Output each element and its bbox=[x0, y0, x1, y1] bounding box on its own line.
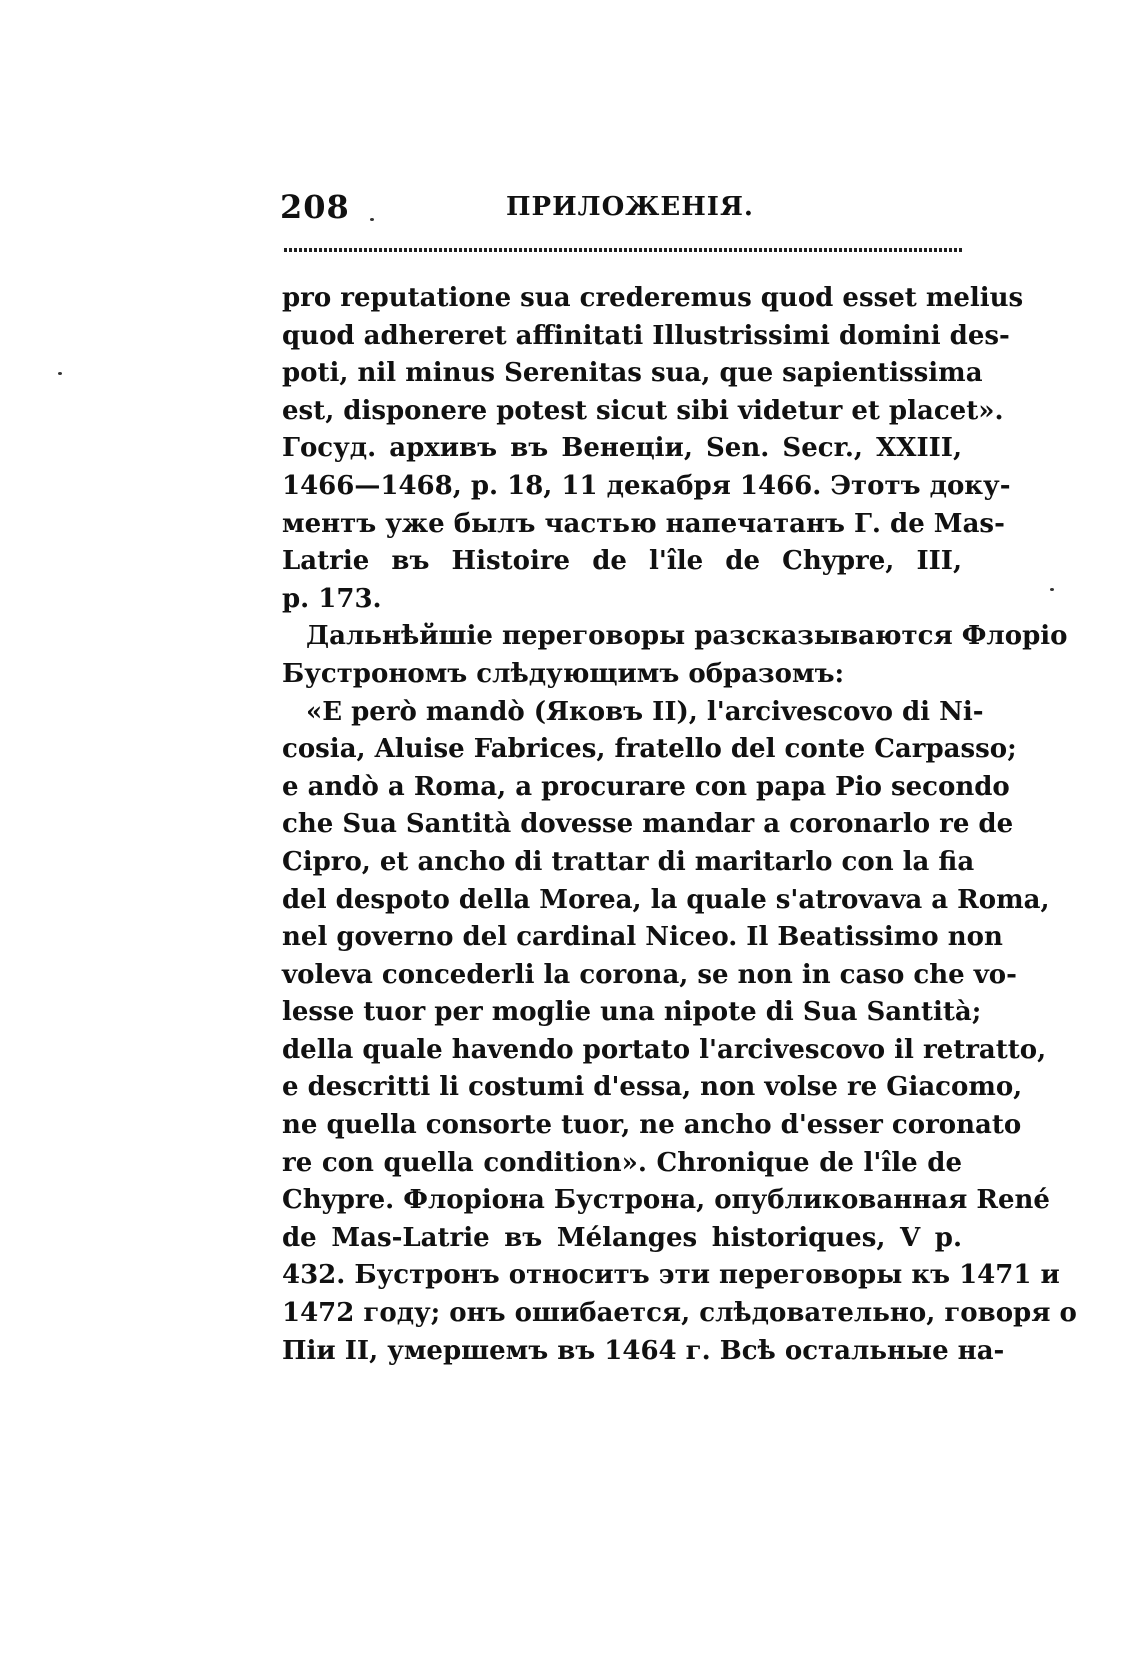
text-line: lesse tuor per moglie una nipote di Sua Santità; bbox=[282, 997, 982, 1028]
text-line: Latrie въ Histoire de l'île de Chypre, III, bbox=[282, 546, 962, 577]
text-line: che Sua Santità dovesse mandar a coronarlo re de bbox=[282, 809, 1014, 840]
body-text bbox=[282, 280, 1077, 1370]
text-line: voleva concederli la corona, se non in caso che vo- bbox=[282, 959, 1017, 990]
text-line: ne quella consorte tuor, ne ancho d'esser coronato bbox=[282, 1110, 1022, 1141]
text-line: ментъ уже былъ частью напечатанъ Г. de Mas- bbox=[282, 508, 1005, 539]
text-line: 1472 году; онъ ошибается, слѣдовательно, говоря о bbox=[282, 1298, 1077, 1329]
text-line: e andò a Roma, a procurare con papa Pio secondo bbox=[282, 771, 1010, 802]
text-line: Cipro, et ancho di trattar di maritarlo con la fia bbox=[282, 846, 975, 877]
header-rule bbox=[284, 248, 962, 252]
text-line: e descritti li costumi d'essa, non volse re Giacomo, bbox=[282, 1072, 1023, 1103]
text-line: poti, nil minus Serenitas sua, que sapientissima bbox=[282, 358, 983, 389]
text-line: Chypre. Флоріона Бустрона, опубликованная René bbox=[282, 1185, 1050, 1216]
text-line: Госуд. архивъ въ Венеціи, Sen. Secr., XXIII, bbox=[282, 433, 962, 464]
page-header bbox=[280, 188, 962, 236]
text-line: nel governo del cardinal Niceo. Il Beatissimo non bbox=[282, 922, 1003, 953]
text-line: pro reputatione sua crederemus quod esset melius bbox=[282, 283, 1024, 313]
text-line: 432. Бустронъ относитъ эти переговоры къ 1471 и bbox=[282, 1260, 1060, 1291]
text-line: Піи II, умершемъ въ 1464 г. Всѣ остальные на- bbox=[282, 1335, 1005, 1366]
text-line: «E però mandò (Яковъ II), l'arcivescovo di Ni- bbox=[306, 696, 984, 727]
text-line: Дальнѣйшіе переговоры разсказываются Флоріо bbox=[306, 621, 1068, 652]
text-line: 1466—1468, p. 18, 11 декабря 1466. Этотъ доку- bbox=[282, 470, 1011, 501]
text-line: del despoto della Morea, la quale s'atrovava a Roma, bbox=[282, 884, 1050, 915]
text-line: re con quella condition». Chronique de l'île de bbox=[282, 1147, 962, 1178]
text-line: est, disponere potest sicut sibi videtur et placet». bbox=[282, 395, 1004, 426]
text-line: p. 173. bbox=[282, 583, 382, 614]
running-title: ПРИЛОЖЕНІЯ. bbox=[506, 192, 754, 222]
text-line: de Mas-Latrie въ Mélanges historiques, V p. bbox=[282, 1222, 962, 1253]
print-speck bbox=[1050, 588, 1054, 591]
text-line: quod adhereret affinitati Illustrissimi domini des- bbox=[282, 320, 1010, 351]
print-speck bbox=[58, 372, 62, 375]
print-speck bbox=[370, 218, 374, 221]
text-line: Бустрономъ слѣдующимъ образомъ: bbox=[282, 658, 845, 689]
text-line: cosia, Aluise Fabrices, fratello del conte Carpasso; bbox=[282, 734, 1017, 765]
text-line: della quale havendo portato l'arcivescovo il retratto, bbox=[282, 1034, 1047, 1065]
page-number: 208 bbox=[280, 188, 350, 226]
